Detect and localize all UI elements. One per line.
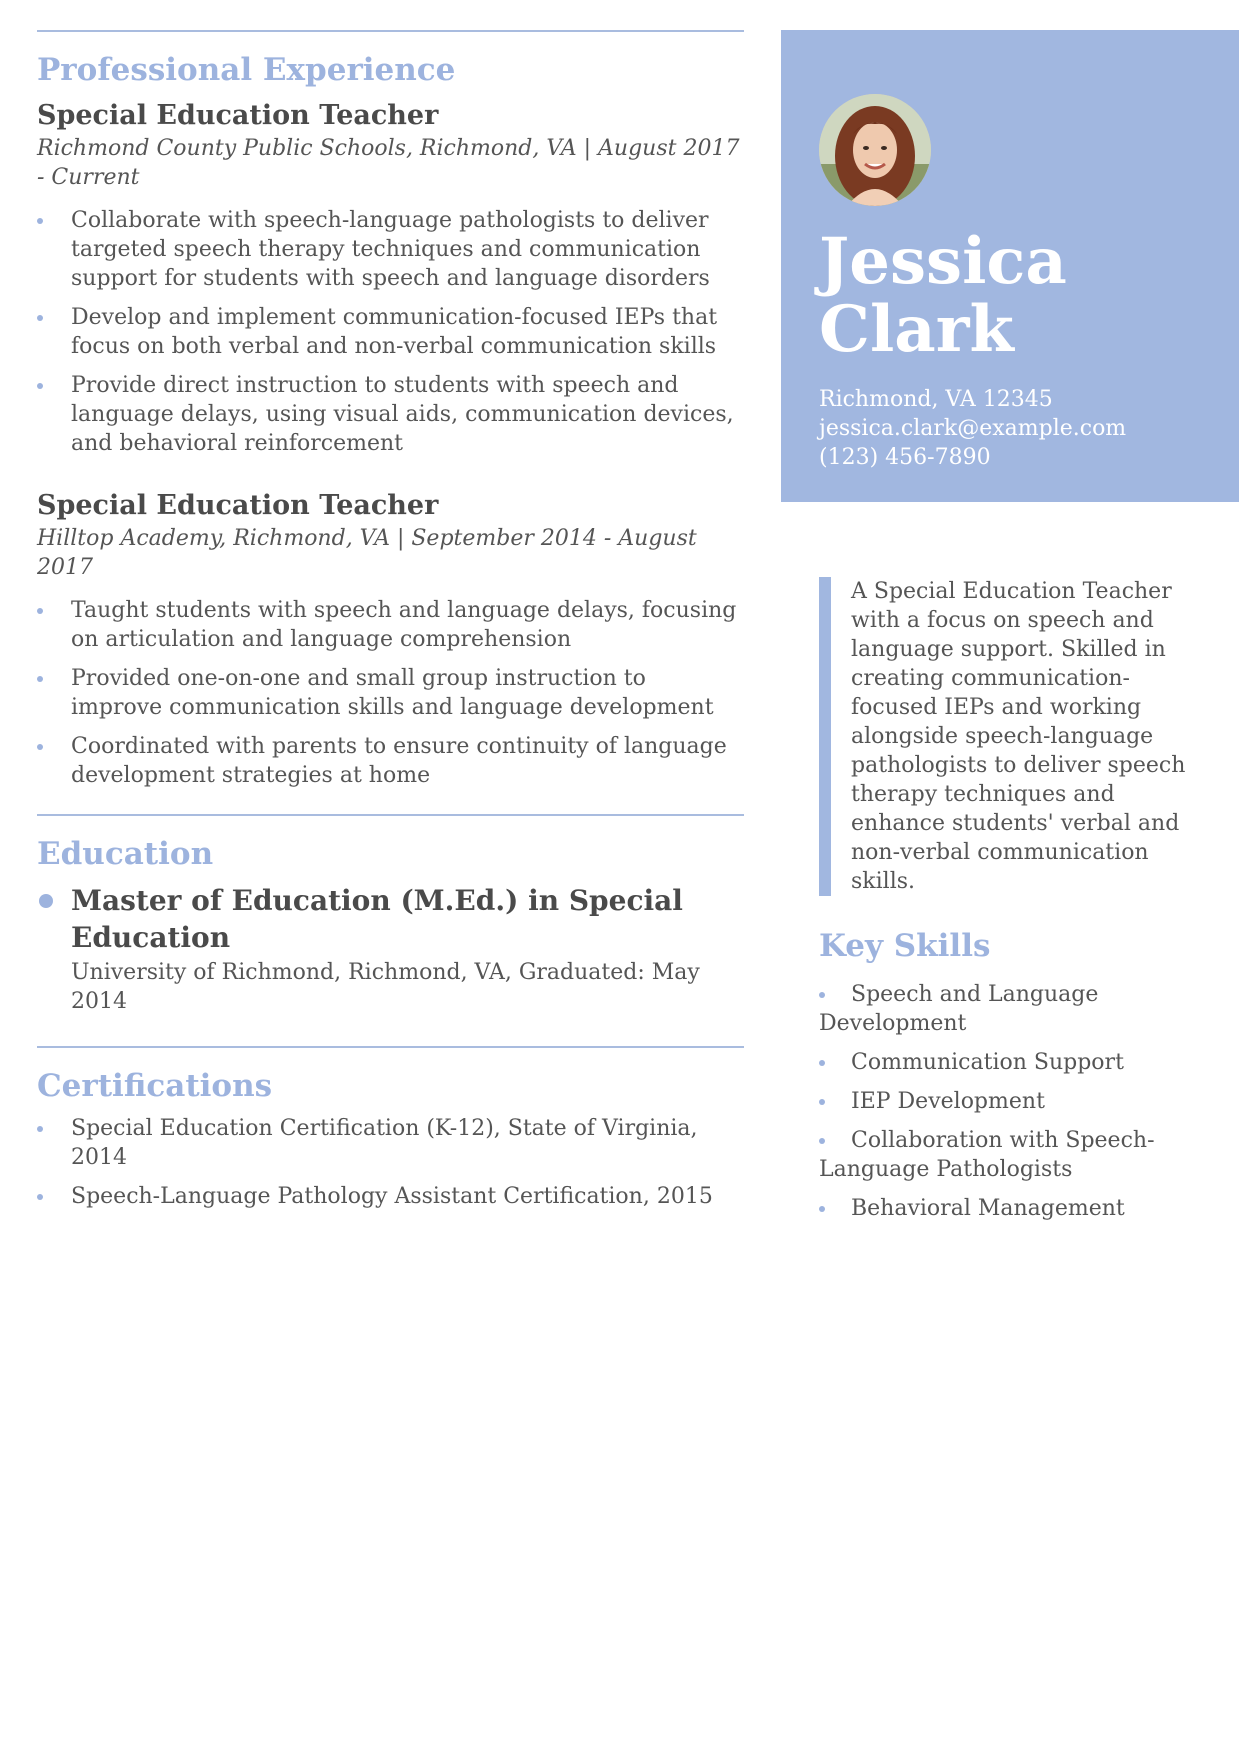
job-meta: Richmond County Public Schools, Richmond, VA | August 2017 - Current bbox=[37, 136, 740, 190]
list-item: Provided one-on-one and small group instruction to improve communication skills and language development bbox=[37, 664, 744, 722]
list-item: Taught students with speech and language delays, focusing on articulation and language comprehension bbox=[37, 596, 744, 654]
school-info: University of Richmond, Richmond, VA, Graduated: May 2014 bbox=[71, 960, 700, 1014]
first-name: Jessica bbox=[819, 224, 1067, 299]
list-item: Collaboration with Speech-Language Pathologists bbox=[819, 1126, 1199, 1184]
profile-header bbox=[781, 30, 1239, 502]
location-text: Richmond, VA 12345 bbox=[819, 387, 1053, 412]
section-divider bbox=[37, 30, 744, 32]
section-divider bbox=[37, 814, 744, 816]
contact-info bbox=[819, 385, 1126, 472]
list-item: Speech-Language Pathology Assistant Certification, 2015 bbox=[37, 1182, 744, 1211]
candidate-name bbox=[819, 224, 1067, 367]
certifications-list bbox=[37, 1114, 744, 1211]
list-item: Communication Support bbox=[819, 1048, 1199, 1077]
skills-heading: Key Skills bbox=[819, 928, 991, 964]
list-item: Special Education Certification (K-12), State of Virginia, 2014 bbox=[37, 1114, 744, 1172]
bullet-dot-icon bbox=[39, 894, 53, 908]
list-item: Collaborate with speech-language pathologists to deliver targeted speech therapy techniques and communication support for students with speech and language disorders bbox=[37, 206, 744, 293]
list-item: Speech and Language Development bbox=[819, 980, 1199, 1038]
last-name: Clark bbox=[819, 292, 1014, 367]
list-item: Provide direct instruction to students with speech and language delays, using visual aids, communication devices, and behavioral reinforcement bbox=[37, 371, 744, 458]
education-entry bbox=[37, 882, 744, 1016]
list-item: Coordinated with parents to ensure continuity of language development strategies at home bbox=[37, 732, 744, 790]
sidebar-column bbox=[781, 30, 1239, 1233]
list-item: Behavioral Management bbox=[819, 1194, 1199, 1223]
skills-list bbox=[819, 980, 1199, 1223]
job-title: Special Education Teacher bbox=[37, 490, 439, 521]
list-item: IEP Development bbox=[819, 1087, 1199, 1116]
section-divider bbox=[37, 1046, 744, 1048]
portrait-photo-icon bbox=[819, 94, 931, 206]
phone-text: (123) 456-7890 bbox=[819, 445, 991, 470]
certifications-heading: Certifications bbox=[37, 1068, 273, 1104]
profile-summary: A Special Education Teacher with a focus on speech and language support. Skilled in creating communication-focused IEPs and working alongside speech-language pathologists to deliver speech therapy techniques and enhance students' verbal and non-verbal communication skills. bbox=[819, 577, 1191, 896]
job-entry bbox=[37, 488, 744, 790]
main-column bbox=[37, 30, 744, 1221]
education-heading: Education bbox=[37, 836, 214, 872]
job-title: Special Education Teacher bbox=[37, 100, 439, 131]
degree-title: Master of Education (M.Ed.) in Special Education bbox=[71, 884, 683, 954]
experience-heading: Professional Experience bbox=[37, 52, 456, 88]
job-bullets bbox=[37, 206, 744, 458]
email-text: jessica.clark@example.com bbox=[819, 416, 1127, 441]
job-bullets bbox=[37, 596, 744, 790]
avatar bbox=[819, 94, 931, 206]
job-meta: Hilltop Academy, Richmond, VA | September 2014 - August 2017 bbox=[37, 526, 697, 580]
list-item: Develop and implement communication-focused IEPs that focus on both verbal and non-verbal communication skills bbox=[37, 303, 744, 361]
job-entry bbox=[37, 98, 744, 458]
